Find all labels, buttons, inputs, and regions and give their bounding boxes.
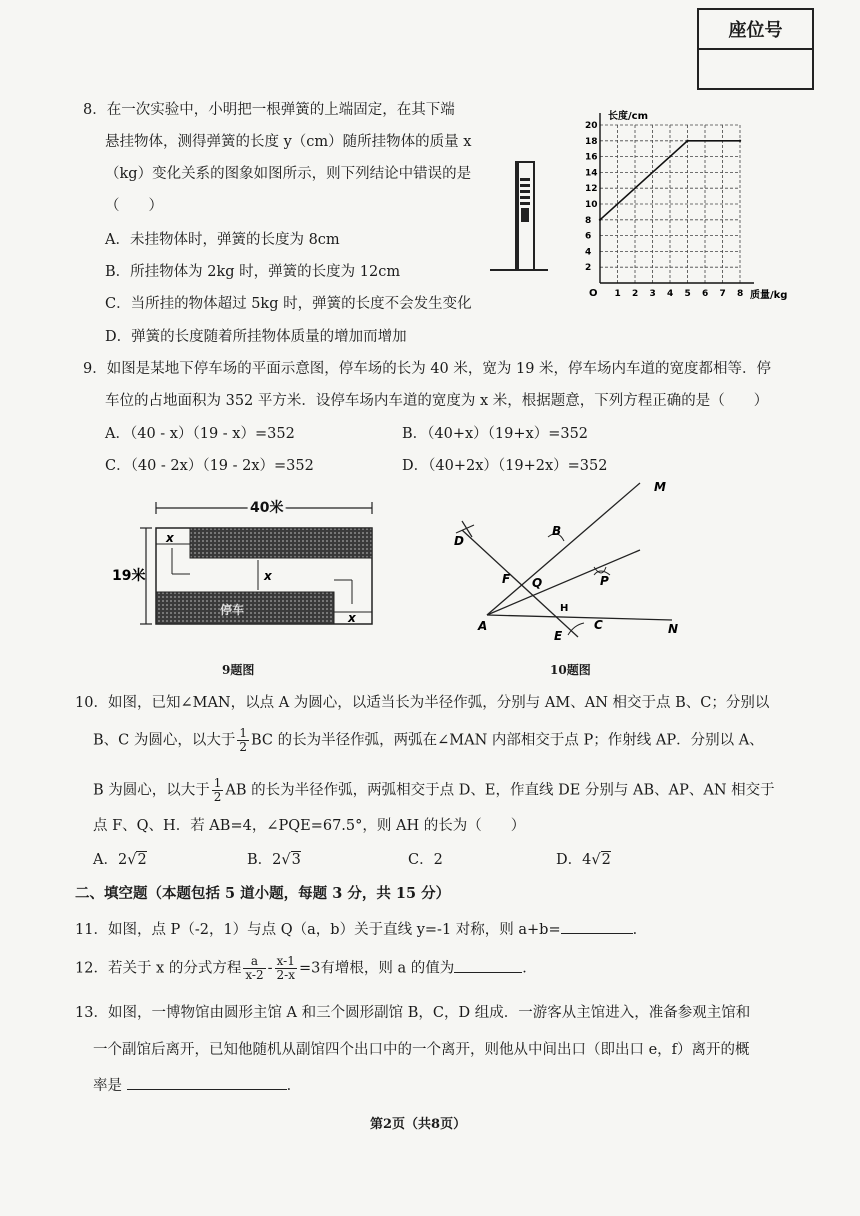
chart-x-tick-label: 8 (737, 289, 744, 299)
parking-spaces-top (190, 528, 372, 558)
chart-tick-labels (585, 121, 743, 299)
q8-option-c[interactable]: C．当所挂的物体超过 5kg 时，弹簧的长度不会发生变化 (105, 296, 472, 312)
hanging-weight (521, 208, 529, 222)
point-c-label: C (594, 618, 603, 632)
q12-answer-blank[interactable] (454, 958, 522, 973)
fraction-one-half-2: $\frac{1}{2}$ (213, 776, 222, 804)
chart-origin-label: O (589, 288, 598, 299)
chart-data-point (686, 140, 688, 142)
q10-stem-line2 (93, 727, 764, 754)
seat-number-box (697, 8, 814, 90)
fraction-one-half: $\frac{1}{2}$ (239, 726, 247, 754)
seat-number-field[interactable] (699, 50, 812, 88)
q13-answer-blank[interactable] (127, 1075, 287, 1090)
chart-x-tick-label: 6 (702, 289, 709, 299)
q10-line2-end: BC 的长为半径作弧，两弧在∠MAN 内部相交于点 P；作射线 AP．分别以 A、 (251, 732, 764, 749)
chart-y-tick-label: 10 (585, 200, 598, 210)
parking-width-label: 19米 (112, 568, 146, 584)
lane-width-x-top: x (166, 531, 174, 545)
q10-stem-line1: 10．如图，已知∠MAN，以点 A 为圆心，以适当长为半径作弧，分别与 AM、AN 相交于点 B、C；分别以 (75, 695, 770, 711)
chart-grid (600, 125, 740, 283)
q9-stem-line2: 车位的占地面积为 352 平方米．设停车场内车道的宽度为 x 米，根据题意，下列方程正确的是（ ） (105, 393, 769, 409)
chart-y-tick-label: 16 (585, 152, 598, 163)
spring-length-chart (570, 105, 790, 305)
q8-option-b[interactable]: B．所挂物体为 2kg 时，弹簧的长度为 12cm (105, 264, 401, 280)
point-q-label: Q (532, 576, 543, 590)
chart-y-tick-label: 2 (585, 263, 592, 274)
point-n-label: N (668, 622, 679, 636)
chart-y-tick-label: 4 (585, 247, 592, 258)
spring-illustration (488, 160, 550, 275)
chart-y-tick-label: 20 (585, 121, 598, 131)
point-p-label: P (600, 574, 609, 588)
q10-line2-start: B、C 为圆心，以大于 (93, 732, 236, 749)
parking-lot-figure (110, 492, 385, 637)
figure9-caption: 9题图 (222, 663, 255, 677)
section-2-heading: 二、填空题（本题包括 5 道小题，每题 3 分，共 15 分） (75, 885, 451, 902)
point-a-label: A (478, 619, 488, 633)
chart-data-point (739, 140, 741, 142)
ray-am (487, 483, 640, 615)
chart-y-tick-label: 18 (585, 136, 598, 147)
parking-space-text: 停车 (220, 603, 245, 617)
chart-y-axis-label: 长度/cm (608, 111, 648, 122)
point-m-label: M (654, 480, 666, 494)
q8-stem-line1: 8．在一次实验中，小明把一根弹簧的上端固定，在其下端 (83, 102, 455, 118)
point-h-label: H (560, 603, 569, 614)
q12-stem: 12．若关于 x 的分式方程 $\frac{a}{x-2}$ - $\frac{x-1}{2-x}$ =3有增根，则 a 的值为 ． (75, 954, 537, 982)
q8-stem-line3: （kg）变化关系的图象如图所示，则下列结论中错误的是 (105, 166, 472, 182)
q13-stem-line1: 13．如图，一博物馆由圆形主馆 A 和三个圆形副馆 B，C，D 组成．一游客从主馆进入，准备参观主馆和 (75, 1005, 751, 1021)
lane-width-x-middle: x (264, 569, 272, 583)
q9-option-a[interactable]: A．（40 - x）（19 - x）=352 (105, 426, 295, 442)
q12-fraction-2: $\frac{x-1}{2-x}$ (276, 954, 295, 982)
chart-x-tick-label: 3 (649, 289, 656, 299)
q11-answer-blank[interactable] (561, 919, 633, 934)
parking-length-label: 40米 (250, 500, 284, 516)
q10-option-a[interactable]: A．2√2 (93, 852, 147, 868)
angle-construction-figure (440, 475, 700, 647)
q10-option-d[interactable]: D．4√2 (556, 852, 611, 868)
chart-y-tick-label: 14 (585, 168, 598, 179)
q11-stem: 11．如图，点 P（-2，1）与点 Q（a，b）关于直线 y=-1 对称，则 a+b= ． (75, 919, 647, 940)
chart-x-tick-label: 5 (684, 289, 691, 299)
chart-data-point (599, 219, 601, 221)
q8-stem-line4: （ ） (105, 198, 163, 214)
figure10-caption: 10题图 (550, 663, 591, 677)
chart-x-tick-label: 2 (632, 289, 639, 299)
q10-stem-line4: 点 F、Q、H．若 AB=4，∠PQE=67.5°，则 AH 的长为（ ） (93, 818, 526, 834)
point-d-label: D (454, 534, 464, 548)
q10-option-c[interactable]: C．2 (408, 852, 443, 868)
q12-fraction-1: $\frac{a}{x-2}$ (245, 954, 264, 982)
q9-stem-line1: 9．如图是某地下停车场的平面示意图，停车场的长为 40 米，宽为 19 米，停车场内车道的宽度都相等．停 (83, 361, 772, 377)
q10-option-b[interactable]: B．2√3 (247, 852, 301, 868)
q9-option-d[interactable]: D．（40+2x）（19+2x）=352 (402, 458, 608, 474)
chart-x-tick-label: 7 (719, 289, 726, 299)
q13-stem-line2: 一个副馆后离开，已知他随机从副馆四个出口中的一个离开，则他从中间出口（即出口 e，f）离开的概 (93, 1042, 750, 1058)
q10-line3-start: B 为圆心，以大于 (93, 782, 210, 799)
q8-option-d[interactable]: D．弹簧的长度随着所挂物体质量的增加而增加 (105, 329, 407, 345)
q13-stem-line3: 率是 ． (93, 1075, 301, 1096)
point-e-label: E (554, 629, 563, 643)
q10-line3-end: AB 的长为半径作弧，两弧相交于点 D、E，作直线 DE 分别与 AB、AP、AN 相交于 (225, 782, 775, 799)
chart-x-tick-label: 1 (614, 289, 621, 299)
point-b-label: B (552, 524, 562, 538)
page-footer: 第2页（共8页） (370, 1117, 467, 1132)
q9-option-c[interactable]: C．（40 - 2x）（19 - 2x）=352 (105, 458, 314, 474)
seat-number-label: 座位号 (699, 10, 812, 50)
chart-y-tick-label: 6 (585, 231, 592, 242)
chart-x-axis-label: 质量/kg (750, 290, 788, 301)
parking-spaces-bottom (156, 592, 334, 624)
point-f-label: F (502, 572, 511, 586)
ray-an (487, 615, 672, 620)
q8-stem-line2: 悬挂物体，测得弹簧的长度 y（cm）随所挂物体的质量 x (105, 134, 472, 150)
q10-stem-line3 (93, 777, 775, 804)
lane-width-x-bottom: x (348, 611, 356, 625)
chart-x-tick-label: 4 (667, 289, 674, 299)
chart-y-tick-label: 12 (585, 184, 598, 195)
chart-y-tick-label: 8 (585, 215, 592, 226)
q8-option-a[interactable]: A．未挂物体时，弹簧的长度为 8cm (105, 232, 340, 248)
q9-option-b[interactable]: B．（40+x）（19+x）=352 (402, 426, 589, 442)
